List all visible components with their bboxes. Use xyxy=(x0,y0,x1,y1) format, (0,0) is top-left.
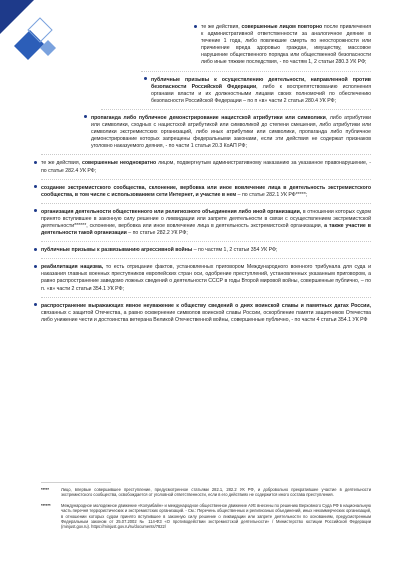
item-text: публичные призывы к развязыванию агрессивной войны – по частям 1, 2 статьи 354 УК РФ; xyxy=(41,247,278,254)
list-item xyxy=(41,160,371,174)
list-item xyxy=(41,264,371,292)
list-item xyxy=(41,247,371,254)
bullet-icon xyxy=(34,265,37,268)
item-text: те же действия, совершенные неоднократно лицом, подвергнутым административному наказанию за указанное правонарушение, - по статье 282.4 УК РФ; xyxy=(41,160,371,174)
footnote-mark: ****** xyxy=(41,502,51,508)
footnote-text: Международное молодежное движение «Колумбайн» и международное общественное движение АУЕ внесены по решению Верховного Суда РФ в национальную часть перечня террористических и экстремистских организаций. - См.: Перечень общественных и религиозных объединений, иных некоммерческих организаций, в отношении которых судом принято вступившее в законную силу решение о ликвидации или запрете деятельности по основаниям, предусмотренным Федеральным законом от 25.07.2002 № 114-ФЗ «О противодействии экстремистской деятельности» / Министерство юстиции Российской Федерации (minjust.gov.ru). https://minjust.gov.ru/ru/documents/7822/ xyxy=(61,502,371,530)
item-text: публичные призывы к осуществлению деятельности, направленной против безопасности Российской Федерации, либо к воспрепятствованию исполнения органами власти и их должностными лицами своих полномочий по обеспечению безопасности Российской Федерации – по п «в» части 2 статьи 280.4 УК РФ; xyxy=(151,76,371,104)
bullet-icon xyxy=(194,25,197,28)
footnote xyxy=(41,503,371,530)
bullet-icon xyxy=(34,248,37,251)
item-text: организация деятельности общественного или религиозного объединения либо иной организации, в отношении которых судом принято вступившее в законную силу решение о ликвидации или запрете деятельности в связи с осуществлением экстремистской деятельности******, склонение, вербовка или иное вовлечение лица в деятельность экстремистской организации, а также участие в деятельности такой организации – по статье 282.2 УК РФ; xyxy=(41,208,371,237)
list-item xyxy=(201,24,371,67)
bullet-icon xyxy=(84,115,87,118)
footnote-separator xyxy=(41,482,111,483)
item-text: реабилитация нацизма, то есть отрицание фактов, установленных приговором Международного военного трибунала для суда и наказания главных военных преступников европейских стран оси, одобрение преступлений, установленных указанным приговором, а равно распространение заведомо ложных сведений о деятельности СССР в годы Второй мировой войны, совершенные публично, – по п. «в» части 2 статьи 354.1 УК РФ; xyxy=(41,264,372,292)
list-item xyxy=(91,115,371,150)
item-text: те же действия, совершенные лицом повторно после привлечения к административной ответственности за аналогичное деяние в течение 1 года, либо повлекшие смерть по неосторожности или причинение вреда здоровью граждан, имуществу, массовое нарушение общественного порядка или общественной безопасности либо иные тяжкие последствия, - по частям 1, 2 статьи 280.3 УК РФ; xyxy=(201,24,371,66)
list-item xyxy=(41,303,371,324)
footnotes xyxy=(41,482,371,535)
footnote xyxy=(41,487,371,498)
list-item xyxy=(151,77,371,105)
divider xyxy=(41,258,371,259)
divider xyxy=(41,179,371,180)
bullet-icon xyxy=(34,185,37,188)
item-text: пропаганда либо публичное демонстрирование нацистской атрибутики или символики, либо атрибутики или символики, сходных с нацистской атрибутикой или символикой до степени смешения, либо атрибутики или символики экстремистских организаций, либо иных атрибутики или символики, пропаганда либо публичное демонстрирование которых запрещены федеральными законами, если эти действия не содержат признаков уголовно наказуемого деяния, - по части 1 статьи 20.3 КоАП РФ; xyxy=(91,114,371,150)
divider xyxy=(41,203,371,204)
divider xyxy=(41,154,371,155)
footnote-mark: ***** xyxy=(41,487,49,492)
main-content xyxy=(41,24,371,324)
bullet-icon xyxy=(144,77,147,80)
bullet-icon xyxy=(34,161,37,164)
footnote-text: Лицо, впервые совершившее преступление, предусмотренное статьями 282.1, 282.2 УК РФ, и добровольно прекратившее участие в деятельности экстремистского сообщества, освобождается от уголовной ответственности, если в его действиях не содержится иного состава преступления. xyxy=(61,487,371,498)
divider xyxy=(141,71,371,72)
list-item xyxy=(41,209,371,237)
divider xyxy=(41,297,371,298)
deco-shape-mid xyxy=(14,30,44,60)
item-text: создание экстремистского сообщества, склонение, вербовка или иное вовлечение лица в деятельность экстремистского сообщества, в том числе с использованием сети Интернет, и участие в нем – по статье 282.1 УК РФ*****; xyxy=(41,184,371,198)
bullet-icon xyxy=(34,303,37,306)
list-item xyxy=(41,185,371,199)
item-text: распространение выражающих явное неуважение к обществу сведений о днях воинской славы и памятных датах России, связанных с защитой Отечества, а равно осквернение символов воинской славы России, оскорбление памяти защитников Отечества либо унижение чести и достоинства ветерана Великой Отечественной войны, совершенные публично, - по части 4 статьи 354.1 УК РФ xyxy=(41,302,371,323)
divider xyxy=(101,109,371,110)
bullet-icon xyxy=(34,209,37,212)
divider xyxy=(41,241,371,242)
